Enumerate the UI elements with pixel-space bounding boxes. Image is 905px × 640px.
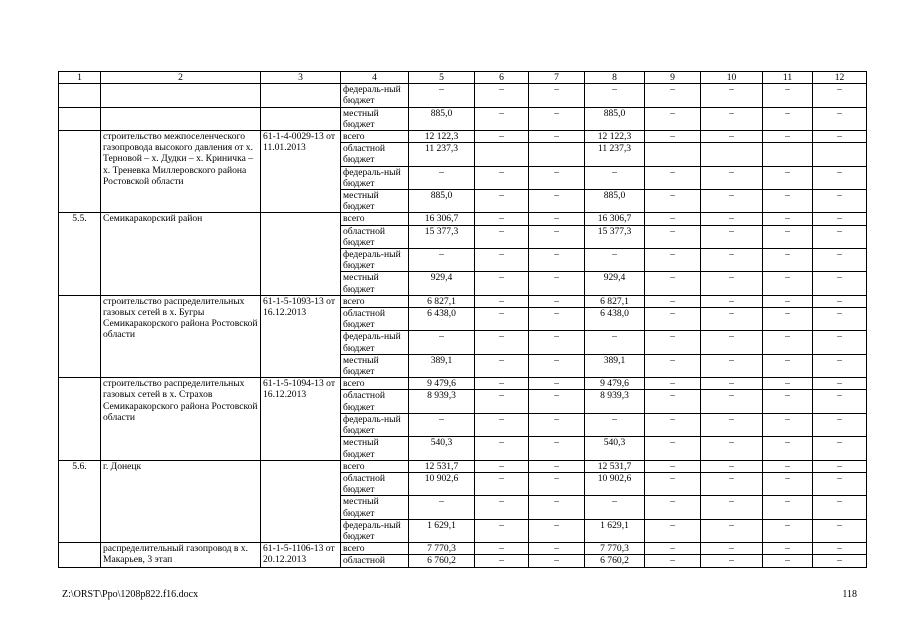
amount-cell: –	[529, 496, 585, 519]
amount-cell: –	[763, 378, 813, 390]
amount-cell: –	[813, 413, 867, 436]
header-cell-2: 2	[101, 72, 261, 84]
amount-cell: –	[701, 131, 763, 143]
amount-cell: –	[813, 107, 867, 130]
amount-cell	[475, 143, 529, 166]
amount-cell: 12 122,3	[409, 131, 475, 143]
amount-cell	[813, 143, 867, 166]
amount-cell: –	[645, 413, 701, 436]
amount-cell: –	[645, 272, 701, 295]
amount-cell: –	[409, 496, 475, 519]
amount-cell: –	[529, 555, 585, 567]
amount-cell: 885,0	[409, 190, 475, 213]
table-row	[59, 543, 867, 555]
amount-cell: –	[763, 413, 813, 436]
amount-cell: –	[645, 543, 701, 555]
amount-cell: –	[529, 295, 585, 307]
funding-source: областной	[341, 555, 409, 567]
amount-cell: –	[701, 213, 763, 225]
amount-cell: 929,4	[585, 272, 645, 295]
amount-cell: –	[585, 496, 645, 519]
amount-cell: –	[475, 308, 529, 331]
amount-cell: –	[409, 413, 475, 436]
amount-cell: –	[813, 213, 867, 225]
amount-cell: 8 939,3	[585, 390, 645, 413]
funding-source: областной бюджет	[341, 143, 409, 166]
contract-ref	[261, 460, 341, 542]
amount-cell: –	[475, 84, 529, 107]
item-number	[59, 107, 101, 130]
amount-cell: –	[529, 543, 585, 555]
amount-cell: –	[701, 107, 763, 130]
amount-cell: –	[763, 354, 813, 377]
amount-cell: –	[813, 460, 867, 472]
item-number	[59, 84, 101, 107]
amount-cell: –	[701, 166, 763, 189]
header-cell-10: 10	[701, 72, 763, 84]
amount-cell: –	[645, 308, 701, 331]
amount-cell: –	[813, 472, 867, 495]
amount-cell: –	[763, 496, 813, 519]
funding-source: местный бюджет	[341, 496, 409, 519]
amount-cell: –	[701, 555, 763, 567]
amount-cell: –	[409, 166, 475, 189]
amount-cell: –	[529, 213, 585, 225]
amount-cell: –	[475, 390, 529, 413]
amount-cell: –	[813, 543, 867, 555]
amount-cell: 6 760,2	[585, 555, 645, 567]
amount-cell: –	[763, 331, 813, 354]
amount-cell: 7 770,3	[585, 543, 645, 555]
item-number	[59, 378, 101, 460]
amount-cell: –	[813, 166, 867, 189]
amount-cell: –	[529, 460, 585, 472]
amount-cell: –	[475, 225, 529, 248]
amount-cell: –	[529, 131, 585, 143]
amount-cell: –	[585, 331, 645, 354]
amount-cell: –	[763, 543, 813, 555]
amount-cell: –	[701, 354, 763, 377]
amount-cell: –	[763, 555, 813, 567]
amount-cell: –	[813, 249, 867, 272]
amount-cell: 6 438,0	[409, 308, 475, 331]
amount-cell: –	[763, 460, 813, 472]
amount-cell: –	[475, 331, 529, 354]
funding-source: федераль-ный бюджет	[341, 413, 409, 436]
amount-cell: 9 479,6	[585, 378, 645, 390]
amount-cell: –	[529, 390, 585, 413]
funding-source: областной бюджет	[341, 225, 409, 248]
header-row	[59, 72, 867, 84]
amount-cell: –	[763, 308, 813, 331]
amount-cell: –	[701, 331, 763, 354]
funding-source: всего	[341, 378, 409, 390]
table-row	[59, 460, 867, 472]
amount-cell: –	[701, 249, 763, 272]
item-description: Семикаракорский район	[101, 213, 261, 295]
amount-cell: –	[763, 272, 813, 295]
amount-cell: –	[645, 519, 701, 542]
item-description: строительство распределительных газовых сетей в х. Страхов Семикаракорского района Ростовской области	[101, 378, 261, 460]
amount-cell: 885,0	[585, 107, 645, 130]
amount-cell: –	[701, 378, 763, 390]
amount-cell: 12 531,7	[585, 460, 645, 472]
amount-cell: –	[585, 166, 645, 189]
amount-cell: –	[701, 295, 763, 307]
table-row	[59, 84, 867, 107]
amount-cell: –	[529, 378, 585, 390]
amount-cell: 11 237,3	[409, 143, 475, 166]
amount-cell: –	[529, 331, 585, 354]
amount-cell: –	[475, 437, 529, 460]
amount-cell: –	[645, 354, 701, 377]
amount-cell: –	[529, 519, 585, 542]
amount-cell: 1 629,1	[409, 519, 475, 542]
amount-cell: 6 827,1	[409, 295, 475, 307]
item-number	[59, 131, 101, 213]
amount-cell: –	[701, 84, 763, 107]
funding-source: областной бюджет	[341, 308, 409, 331]
amount-cell: 8 939,3	[409, 390, 475, 413]
funding-source: федераль-ный бюджет	[341, 84, 409, 107]
amount-cell: –	[701, 496, 763, 519]
amount-cell: –	[813, 390, 867, 413]
amount-cell: –	[475, 272, 529, 295]
amount-cell: –	[645, 295, 701, 307]
amount-cell: –	[475, 519, 529, 542]
amount-cell	[645, 143, 701, 166]
funding-source: федераль-ный бюджет	[341, 331, 409, 354]
amount-cell: –	[529, 107, 585, 130]
amount-cell: –	[813, 131, 867, 143]
amount-cell: –	[645, 437, 701, 460]
funding-source: федераль-ный бюджет	[341, 249, 409, 272]
amount-cell: –	[475, 555, 529, 567]
amount-cell: –	[645, 225, 701, 248]
amount-cell: –	[585, 84, 645, 107]
amount-cell: 885,0	[409, 107, 475, 130]
amount-cell: –	[701, 190, 763, 213]
amount-cell: –	[763, 166, 813, 189]
amount-cell: 16 306,7	[409, 213, 475, 225]
amount-cell: –	[701, 472, 763, 495]
amount-cell: –	[645, 84, 701, 107]
amount-cell: –	[763, 84, 813, 107]
amount-cell: –	[529, 166, 585, 189]
amount-cell: 7 770,3	[409, 543, 475, 555]
amount-cell: 15 377,3	[585, 225, 645, 248]
item-number: 5.6.	[59, 460, 101, 542]
amount-cell: 389,1	[409, 354, 475, 377]
amount-cell: –	[645, 166, 701, 189]
amount-cell: –	[475, 213, 529, 225]
amount-cell: 10 902,6	[409, 472, 475, 495]
contract-ref: 61-1-4-0029-13 от 11.01.2013	[261, 131, 341, 213]
amount-cell	[701, 143, 763, 166]
table-row	[59, 295, 867, 307]
amount-cell: –	[763, 131, 813, 143]
amount-cell: –	[475, 460, 529, 472]
header-cell-6: 6	[475, 72, 529, 84]
item-description	[101, 84, 261, 107]
amount-cell: –	[645, 131, 701, 143]
amount-cell: –	[701, 272, 763, 295]
amount-cell: –	[475, 354, 529, 377]
amount-cell: –	[529, 413, 585, 436]
amount-cell: –	[813, 308, 867, 331]
amount-cell: –	[529, 249, 585, 272]
contract-ref: 61-1-5-1106-13 от 20.12.2013	[261, 543, 341, 567]
amount-cell: –	[409, 249, 475, 272]
amount-cell: 12 122,3	[585, 131, 645, 143]
amount-cell: –	[813, 225, 867, 248]
funding-source: всего	[341, 295, 409, 307]
contract-ref: 61-1-5-1094-13 от 16.12.2013	[261, 378, 341, 460]
amount-cell: –	[763, 225, 813, 248]
document-path: Z:\ORST\Ppo\1208p822.f16.docx	[62, 589, 199, 600]
table-row	[59, 378, 867, 390]
amount-cell: 6 827,1	[585, 295, 645, 307]
funding-source: местный бюджет	[341, 190, 409, 213]
amount-cell: 10 902,6	[585, 472, 645, 495]
contract-ref	[261, 84, 341, 107]
amount-cell: –	[813, 555, 867, 567]
header-cell-1: 1	[59, 72, 101, 84]
funding-source: федераль-ный бюджет	[341, 519, 409, 542]
amount-cell: –	[813, 496, 867, 519]
item-description: г. Донецк	[101, 460, 261, 542]
item-description: строительство межпоселенческого газопровода высокого давления от х. Терновой – х. Дудки – х. Криничка – х. Треневка Миллеровского района Ростовской области	[101, 131, 261, 213]
item-description: строительство распределительных газовых сетей в х. Бугры Семикаракорского района Ростовской области	[101, 295, 261, 377]
amount-cell: –	[763, 472, 813, 495]
amount-cell: –	[763, 390, 813, 413]
contract-ref: 61-1-5-1093-13 от 16.12.2013	[261, 295, 341, 377]
amount-cell: 540,3	[409, 437, 475, 460]
amount-cell: –	[475, 131, 529, 143]
amount-cell: –	[701, 390, 763, 413]
item-number	[59, 543, 101, 567]
page-number: 118	[842, 589, 857, 600]
amount-cell: 15 377,3	[409, 225, 475, 248]
funding-source: местный бюджет	[341, 107, 409, 130]
amount-cell: –	[475, 543, 529, 555]
amount-cell: –	[645, 249, 701, 272]
amount-cell: –	[645, 555, 701, 567]
amount-cell: 389,1	[585, 354, 645, 377]
table-row	[59, 107, 867, 130]
amount-cell: 885,0	[585, 190, 645, 213]
amount-cell: –	[645, 460, 701, 472]
amount-cell: –	[813, 354, 867, 377]
amount-cell: –	[645, 496, 701, 519]
table-row	[59, 131, 867, 143]
amount-cell: –	[645, 472, 701, 495]
amount-cell: –	[813, 437, 867, 460]
amount-cell: –	[529, 84, 585, 107]
funding-source: местный бюджет	[341, 272, 409, 295]
contract-ref	[261, 213, 341, 295]
amount-cell: 6 760,2	[409, 555, 475, 567]
amount-cell	[763, 143, 813, 166]
amount-cell: 11 237,3	[585, 143, 645, 166]
amount-cell: –	[475, 190, 529, 213]
header-cell-3: 3	[261, 72, 341, 84]
header-cell-7: 7	[529, 72, 585, 84]
header-cell-5: 5	[409, 72, 475, 84]
amount-cell: –	[701, 413, 763, 436]
budget-table	[58, 71, 867, 568]
amount-cell: –	[813, 272, 867, 295]
amount-cell: –	[645, 378, 701, 390]
amount-cell: 1 629,1	[585, 519, 645, 542]
amount-cell: 6 438,0	[585, 308, 645, 331]
amount-cell: –	[813, 378, 867, 390]
amount-cell: 9 479,6	[409, 378, 475, 390]
amount-cell: –	[645, 213, 701, 225]
amount-cell: 540,3	[585, 437, 645, 460]
amount-cell: –	[529, 437, 585, 460]
amount-cell: –	[475, 496, 529, 519]
amount-cell: –	[529, 272, 585, 295]
funding-source: всего	[341, 131, 409, 143]
funding-source: федераль-ный бюджет	[341, 166, 409, 189]
amount-cell: –	[813, 295, 867, 307]
amount-cell: –	[763, 213, 813, 225]
item-description: распределительный газопровод в х. Макарьев, 3 этап	[101, 543, 261, 567]
amount-cell: –	[701, 543, 763, 555]
amount-cell: –	[763, 190, 813, 213]
header-cell-12: 12	[813, 72, 867, 84]
amount-cell: –	[529, 354, 585, 377]
amount-cell: –	[475, 472, 529, 495]
amount-cell: –	[645, 331, 701, 354]
item-description	[101, 107, 261, 130]
amount-cell: –	[763, 107, 813, 130]
amount-cell: –	[701, 460, 763, 472]
amount-cell: –	[701, 225, 763, 248]
funding-source: всего	[341, 543, 409, 555]
header-cell-9: 9	[645, 72, 701, 84]
amount-cell: 16 306,7	[585, 213, 645, 225]
amount-cell: –	[529, 190, 585, 213]
amount-cell: –	[529, 225, 585, 248]
amount-cell: –	[763, 519, 813, 542]
amount-cell: –	[701, 519, 763, 542]
amount-cell: –	[475, 249, 529, 272]
amount-cell: –	[645, 390, 701, 413]
table-row	[59, 213, 867, 225]
amount-cell: –	[763, 249, 813, 272]
amount-cell: –	[529, 308, 585, 331]
amount-cell: –	[409, 331, 475, 354]
item-number: 5.5.	[59, 213, 101, 295]
amount-cell: –	[763, 437, 813, 460]
amount-cell: –	[475, 107, 529, 130]
funding-source: областной бюджет	[341, 390, 409, 413]
amount-cell: –	[585, 413, 645, 436]
amount-cell: –	[529, 472, 585, 495]
amount-cell: –	[701, 308, 763, 331]
amount-cell: –	[475, 413, 529, 436]
item-number	[59, 295, 101, 377]
funding-source: местный бюджет	[341, 354, 409, 377]
funding-source: местный бюджет	[341, 437, 409, 460]
contract-ref	[261, 107, 341, 130]
header-cell-11: 11	[763, 72, 813, 84]
header-cell-8: 8	[585, 72, 645, 84]
amount-cell: –	[813, 331, 867, 354]
amount-cell: –	[585, 249, 645, 272]
amount-cell: 929,4	[409, 272, 475, 295]
amount-cell: –	[475, 166, 529, 189]
amount-cell: –	[701, 437, 763, 460]
amount-cell: –	[763, 295, 813, 307]
amount-cell: –	[475, 378, 529, 390]
funding-source: областной бюджет	[341, 472, 409, 495]
amount-cell: –	[409, 84, 475, 107]
amount-cell: –	[813, 519, 867, 542]
amount-cell: –	[475, 295, 529, 307]
amount-cell: –	[813, 84, 867, 107]
amount-cell: –	[813, 190, 867, 213]
amount-cell: 12 531,7	[409, 460, 475, 472]
funding-source: всего	[341, 213, 409, 225]
amount-cell: –	[645, 190, 701, 213]
amount-cell	[529, 143, 585, 166]
funding-source: всего	[341, 460, 409, 472]
header-cell-4: 4	[341, 72, 409, 84]
amount-cell: –	[645, 107, 701, 130]
